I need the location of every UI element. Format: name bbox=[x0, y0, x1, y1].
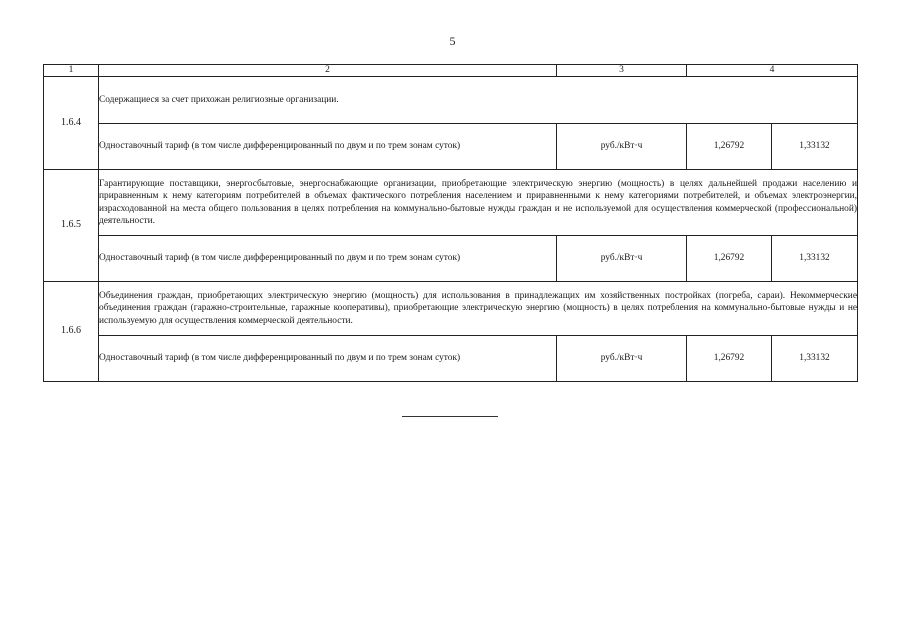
tariff-row bbox=[44, 336, 858, 382]
tariff-value-2: 1,33132 bbox=[772, 336, 858, 382]
section-description-row bbox=[44, 77, 858, 124]
page-number: 5 bbox=[449, 34, 456, 48]
tariff-name: Одноставочный тариф (в том числе дифференцированный по двум и по трем зонам суток) bbox=[99, 124, 557, 170]
tariff-row bbox=[44, 124, 858, 170]
tariff-value-2: 1,33132 bbox=[772, 236, 858, 282]
tariff-name: Одноставочный тариф (в том числе дифференцированный по двум и по трем зонам суток) bbox=[99, 236, 557, 282]
section-code: 1.6.5 bbox=[44, 170, 99, 282]
section-description-row bbox=[44, 282, 858, 336]
section-code: 1.6.4 bbox=[44, 77, 99, 170]
section-description: Содержащиеся за счет прихожан религиозные организации. bbox=[99, 77, 858, 124]
tariff-value-1: 1,26792 bbox=[687, 124, 772, 170]
column-number-3: 3 bbox=[557, 65, 687, 77]
tariff-unit: руб./кВт·ч bbox=[557, 236, 687, 282]
section-description: Гарантирующие поставщики, энергосбытовые, энергоснабжающие организации, приобретающие электрическую энергию (мощность) в целях дальнейшей продажи населению и приравненным к нему категориям потребителей в объемах фактического потребления населением и приравненными к нему категориями потребителей, и объемах электроэнергии, израсходованной на места общего пользования в целях потребления на коммунально-бытовые нужды граждан и не используемой для осуществления коммерческой (профессиональной) деятельности. bbox=[99, 170, 858, 236]
section-description-row bbox=[44, 170, 858, 236]
section-description: Объединения граждан, приобретающих электрическую энергию (мощность) для использования в принадлежащих им хозяйственных постройках (погреба, сараи). Некоммерческие объединения граждан (гаражно-строительные, гаражные кооперативы), приобретающие электрическую энергию (мощность) в целях потребления на коммунально-бытовые нужды и не используемую для осуществления коммерческой деятельности. bbox=[99, 282, 858, 336]
tariff-name: Одноставочный тариф (в том числе дифференцированный по двум и по трем зонам суток) bbox=[99, 336, 557, 382]
tariff-row bbox=[44, 236, 858, 282]
tariff-value-1: 1,26792 bbox=[687, 236, 772, 282]
tariff-table bbox=[43, 64, 858, 382]
tariff-unit: руб./кВт·ч bbox=[557, 124, 687, 170]
tariff-unit: руб./кВт·ч bbox=[557, 336, 687, 382]
tariff-value-1: 1,26792 bbox=[687, 336, 772, 382]
end-divider-line bbox=[402, 416, 498, 417]
column-number-1: 1 bbox=[44, 65, 99, 77]
tariff-value-2: 1,33132 bbox=[772, 124, 858, 170]
section-code: 1.6.6 bbox=[44, 282, 99, 382]
column-number-4: 4 bbox=[687, 65, 858, 77]
column-number-row bbox=[44, 65, 858, 77]
column-number-2: 2 bbox=[99, 65, 557, 77]
